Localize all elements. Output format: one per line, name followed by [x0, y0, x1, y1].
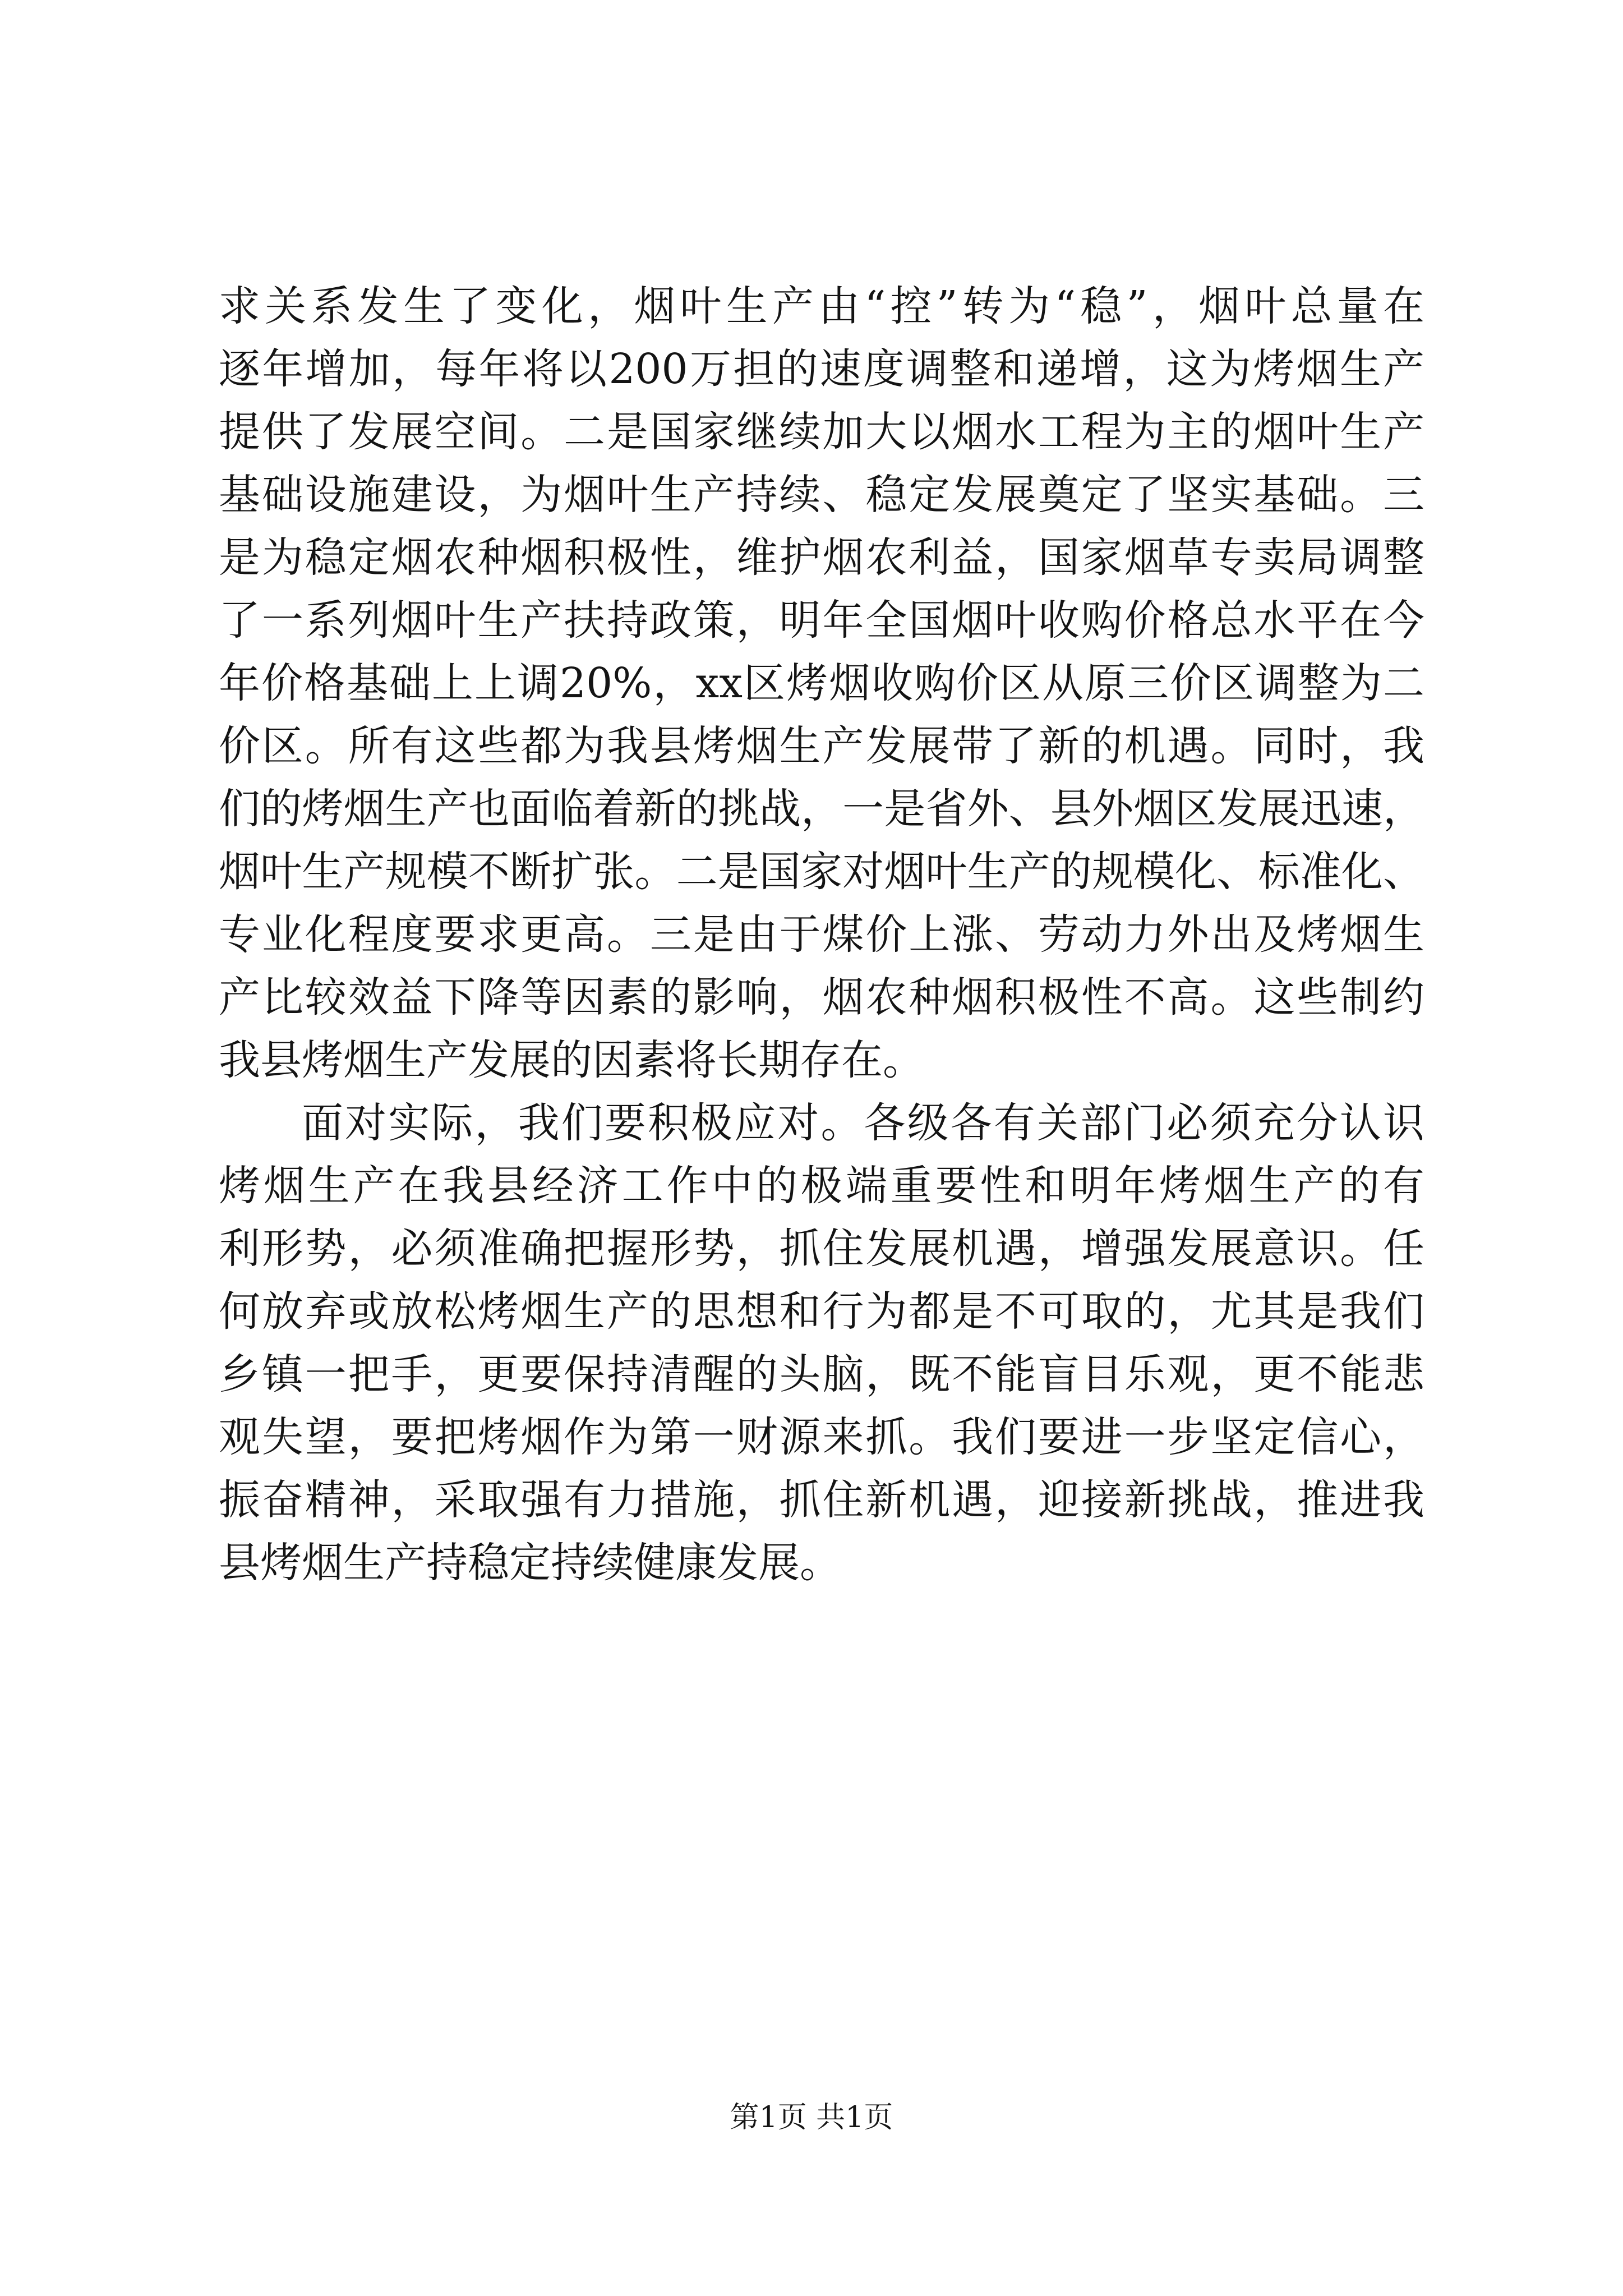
text-line: 是为稳定烟农种烟积极性，维护烟农利益，国家烟草专卖局调整: [219, 533, 1424, 582]
text-line: 提供了发展空间。二是国家继续加大以烟水工程为主的烟叶生产: [219, 408, 1424, 456]
document-body: [219, 275, 1424, 1594]
text-line: 面对实际，我们要积极应对。各级各有关部门必须充分认识: [302, 1099, 1424, 1147]
paragraph-2: [219, 1092, 1424, 1594]
text-line: 振奋精神，采取强有力措施，抓住新机遇，迎接新挑战，推进我: [219, 1476, 1424, 1524]
paragraph-1: [219, 275, 1424, 1092]
text-line: 求关系发生了变化，烟叶生产由“控”转为“稳”，烟叶总量在: [219, 282, 1424, 330]
text-line: 我县烤烟生产发展的因素将长期存在。: [219, 1036, 924, 1084]
text-line: 烟叶生产规模不断扩张。二是国家对烟叶生产的规模化、标准化、: [219, 848, 1424, 896]
text-line: 年价格基础上上调20%，xx区烤烟收购价区从原三价区调整为二: [219, 659, 1424, 707]
text-line: 产比较效益下降等因素的影响，烟农种烟积极性不高。这些制约: [219, 973, 1424, 1022]
text-line: 基础设施建设，为烟叶生产持续、稳定发展奠定了坚实基础。三: [219, 471, 1424, 519]
text-line: 何放弃或放松烤烟生产的思想和行为都是不可取的，尤其是我们: [219, 1287, 1424, 1336]
text-line: 专业化程度要求更高。三是由于煤价上涨、劳动力外出及烤烟生: [219, 910, 1424, 959]
text-line: 乡镇一把手，更要保持清醒的头脑，既不能盲目乐观，更不能悲: [219, 1350, 1424, 1398]
text-line: 价区。所有这些都为我县烤烟生产发展带了新的机遇。同时，我: [219, 722, 1424, 770]
text-line: 逐年增加，每年将以200万担的速度调整和递增，这为烤烟生产: [219, 345, 1424, 393]
text-line: 利形势，必须准确把握形势，抓住发展机遇，增强发展意识。任: [219, 1225, 1424, 1273]
page-number-footer: 第1页 共1页: [730, 2101, 893, 2134]
text-line: 们的烤烟生产也面临着新的挑战，一是省外、县外烟区发展迅速，: [219, 785, 1424, 833]
text-line: 烤烟生产在我县经济工作中的极端重要性和明年烤烟生产的有: [219, 1162, 1424, 1210]
text-line: 了一系列烟叶生产扶持政策，明年全国烟叶收购价格总水平在今: [219, 596, 1424, 645]
text-line: 观失望，要把烤烟作为第一财源来抓。我们要进一步坚定信心，: [219, 1413, 1424, 1461]
text-line: 县烤烟生产持稳定持续健康发展。: [219, 1539, 841, 1587]
